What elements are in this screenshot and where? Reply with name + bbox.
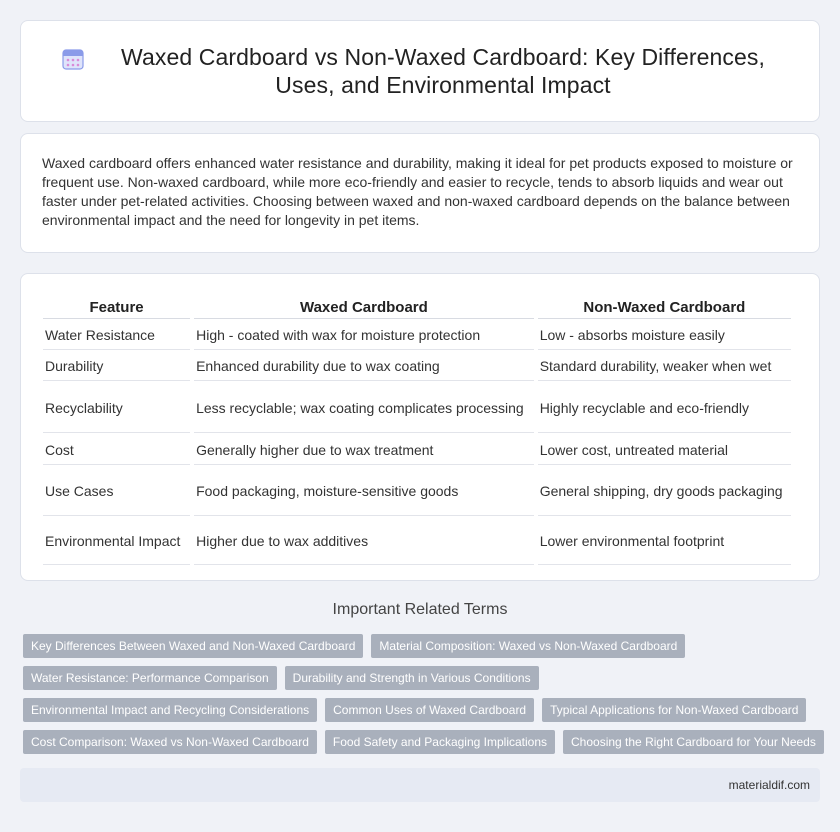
table-row — [43, 383, 791, 433]
related-tag[interactable]: Environmental Impact and Recycling Considerations — [23, 698, 317, 722]
related-tag[interactable]: Food Safety and Packaging Implications — [325, 730, 555, 754]
tag-row — [23, 666, 823, 690]
cell-waxed: Enhanced durability due to wax coating — [194, 352, 534, 381]
related-tag[interactable]: Choosing the Right Cardboard for Your Needs — [563, 730, 824, 754]
cell-feature: Durability — [43, 352, 190, 381]
header-feature: Feature — [43, 297, 190, 319]
related-terms-heading: Important Related Terms — [332, 601, 508, 618]
intro-card — [20, 133, 820, 253]
calendar-icon — [61, 47, 85, 71]
header-non-waxed: Non-Waxed Cardboard — [538, 297, 791, 319]
tag-row — [23, 634, 823, 658]
table-row — [43, 518, 791, 565]
related-tag[interactable]: Water Resistance: Performance Comparison — [23, 666, 277, 690]
cell-feature: Environmental Impact — [43, 518, 190, 565]
related-tags — [23, 634, 823, 762]
tag-row — [23, 698, 823, 722]
related-tag[interactable]: Common Uses of Waxed Cardboard — [325, 698, 534, 722]
cell-waxed: Generally higher due to wax treatment — [194, 435, 534, 465]
cell-feature: Recyclability — [43, 383, 190, 433]
cell-feature: Use Cases — [43, 467, 190, 516]
cell-non-waxed: Standard durability, weaker when wet — [538, 352, 791, 381]
cell-non-waxed: Lower cost, untreated material — [538, 435, 791, 465]
title-card — [20, 20, 820, 122]
related-tag[interactable]: Material Composition: Waxed vs Non-Waxed Cardboard — [371, 634, 685, 658]
related-tag[interactable]: Cost Comparison: Waxed vs Non-Waxed Cardboard — [23, 730, 317, 754]
table-row — [43, 321, 791, 350]
footer-site-link[interactable]: materialdif.com — [728, 778, 810, 792]
table-header-row — [43, 297, 791, 319]
footer — [20, 768, 820, 802]
header-waxed: Waxed Cardboard — [194, 297, 534, 319]
cell-non-waxed: Highly recyclable and eco-friendly — [538, 383, 791, 433]
cell-non-waxed: Lower environmental footprint — [538, 518, 791, 565]
page-title: Waxed Cardboard vs Non-Waxed Cardboard: Key Differences, Uses, and Environmental Impact — [121, 44, 765, 98]
table-row — [43, 467, 791, 516]
related-tag[interactable]: Typical Applications for Non-Waxed Cardboard — [542, 698, 806, 722]
comparison-card — [20, 273, 820, 581]
cell-waxed: High - coated with wax for moisture protection — [194, 321, 534, 350]
cell-non-waxed: General shipping, dry goods packaging — [538, 467, 791, 516]
intro-paragraph: Waxed cardboard offers enhanced water resistance and durability, making it ideal for pet products exposed to moisture or frequent use. Non-waxed cardboard, while more eco-friendly and easier to recycle, tends to absorb liquids and wear out faster under pet-related activities. Choosing between waxed and non-waxed cardboard depends on the balance between environmental impact and the need for longevity in pet items. — [42, 155, 793, 228]
related-tag[interactable]: Durability and Strength in Various Conditions — [285, 666, 539, 690]
cell-waxed: Food packaging, moisture-sensitive goods — [194, 467, 534, 516]
comparison-table — [39, 295, 795, 567]
cell-waxed: Less recyclable; wax coating complicates processing — [194, 383, 534, 433]
cell-waxed: Higher due to wax additives — [194, 518, 534, 565]
related-tag[interactable]: Key Differences Between Waxed and Non-Waxed Cardboard — [23, 634, 363, 658]
cell-non-waxed: Low - absorbs moisture easily — [538, 321, 791, 350]
tag-row — [23, 730, 823, 754]
table-row — [43, 352, 791, 381]
title-wrap — [61, 43, 779, 99]
table-row — [43, 435, 791, 465]
cell-feature: Cost — [43, 435, 190, 465]
cell-feature: Water Resistance — [43, 321, 190, 350]
